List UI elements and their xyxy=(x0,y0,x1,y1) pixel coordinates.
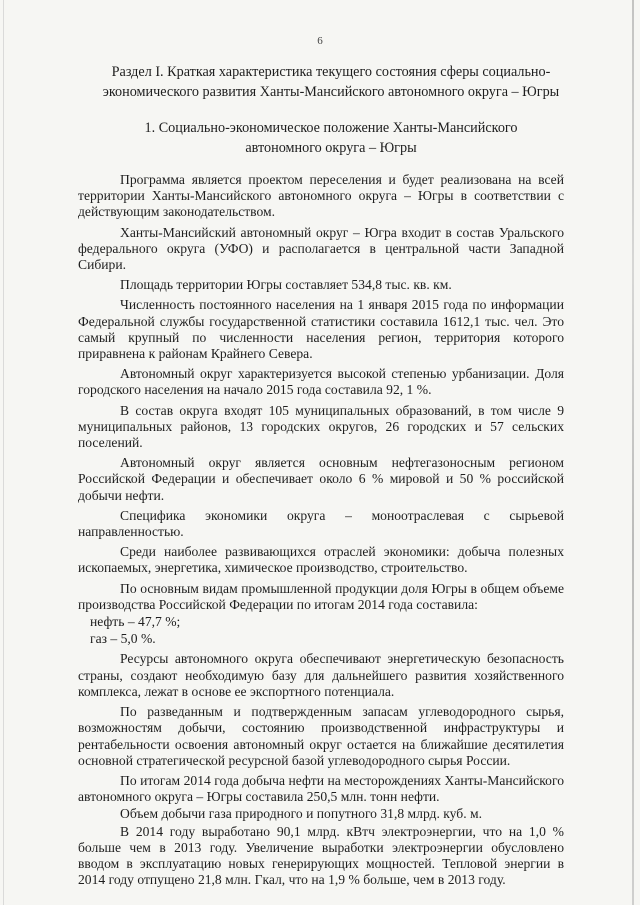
paragraph-industries: Среди наиболее развивающихся отраслей экономики: добыча полезных ископаемых, энергетика, химическое производство, строительство. xyxy=(78,544,564,576)
paragraph-area: Площадь территории Югры составляет 534,8 тыс. кв. км. xyxy=(120,277,452,293)
scan-edge-left xyxy=(3,0,4,905)
list-item-gas: газ – 5,0 %. xyxy=(90,631,156,647)
paragraph-urbanization: Автономный округ характеризуется высокой степенью урбанизации. Доля городского населения на начало 2015 года составила 92, 1 %. xyxy=(78,366,564,398)
scan-edge-right xyxy=(632,0,634,905)
paragraph-production-share: По основным видам промышленной продукции доля Югры в общем объеме производства Российской Федерации по итогам 2014 года составила: xyxy=(78,580,564,612)
paragraph-oil-output: По итогам 2014 года добыча нефти на месторождениях Ханты-Мансийского автономного округа – Югры составила 250,5 млн. тонн нефти. xyxy=(78,772,564,805)
paragraph-program: Программа является проектом переселения и будет реализована на всей территории Ханты-Мансийского автономного округа – Югры в соответствии с действующим законодательством. xyxy=(78,172,564,220)
paragraph-municipalities: В состав округа входят 105 муниципальных образований, в том числе 9 муниципальных районов, 13 городских округов, 26 городских и 57 сельских поселений. xyxy=(78,402,564,451)
paragraph-oil-region: Автономный округ является основным нефтегазоносным регионом Российской Федерации и обеспечивает около 6 % мировой и 50 % российской добычи нефти. xyxy=(78,455,564,503)
section-title: Раздел I. Краткая характеристика текущего состояния сферы социально-экономического развития Ханты-Мансийского автономного округа – Югры xyxy=(102,64,560,100)
body-text xyxy=(78,172,564,890)
paragraph-resources: Ресурсы автономного округа обеспечивают энергетическую безопасность страны, создают необходимую базу для дальнейшего развития хозяйственного комплекса, лежат в основе ее экспортного потенциала. xyxy=(78,651,564,699)
page-number: 6 xyxy=(317,35,323,47)
subsection-title: 1. Социально-экономическое положение Ханты-Мансийского автономного округа – Югры xyxy=(144,120,518,156)
list-item-oil: нефть – 47,7 %; xyxy=(90,614,181,630)
paragraph-reserves: По разведанным и подтвержденным запасам углеводородного сырья, возможностям добычи, состоянию производственной инфраструктуры и рентабельности освоения автономный округ остается на ближайшие десятилетия основной стратегической ресурсной базой углеводородного сырья России. xyxy=(78,704,564,768)
paragraph-electricity: В 2014 году выработано 90,1 млрд. кВтч электроэнергии, что на 1,0 % больше чем в 2013 году. Увеличение выработки электроэнергии обусловлено вводом в эксплуатацию новых генерирующих мощностей. Тепловой энергии в 2014 году отпущено 21,8 млн. Гкал, что на 1,9 % больше, чем в 2013 году. xyxy=(78,823,564,888)
paragraph-population: Численность постоянного населения на 1 января 2015 года по информации Федеральной службы государственной статистики составила 1612,1 тыс. чел. Это самый крупный по численности населения регион, территория которого приравнена к районам Крайнего Севера. xyxy=(78,297,564,362)
paragraph-economy-specifics: Специфика экономики округа – моноотраслевая с сырьевой направленностью. xyxy=(78,507,564,540)
paragraph-gas-output: Объем добычи газа природного и попутного 31,8 млрд. куб. м. xyxy=(120,806,483,822)
paragraph-location: Ханты-Мансийский автономный округ – Югра входит в состав Уральского федерального округа (УФО) и располагается в центральной части Западной Сибири. xyxy=(78,224,564,273)
